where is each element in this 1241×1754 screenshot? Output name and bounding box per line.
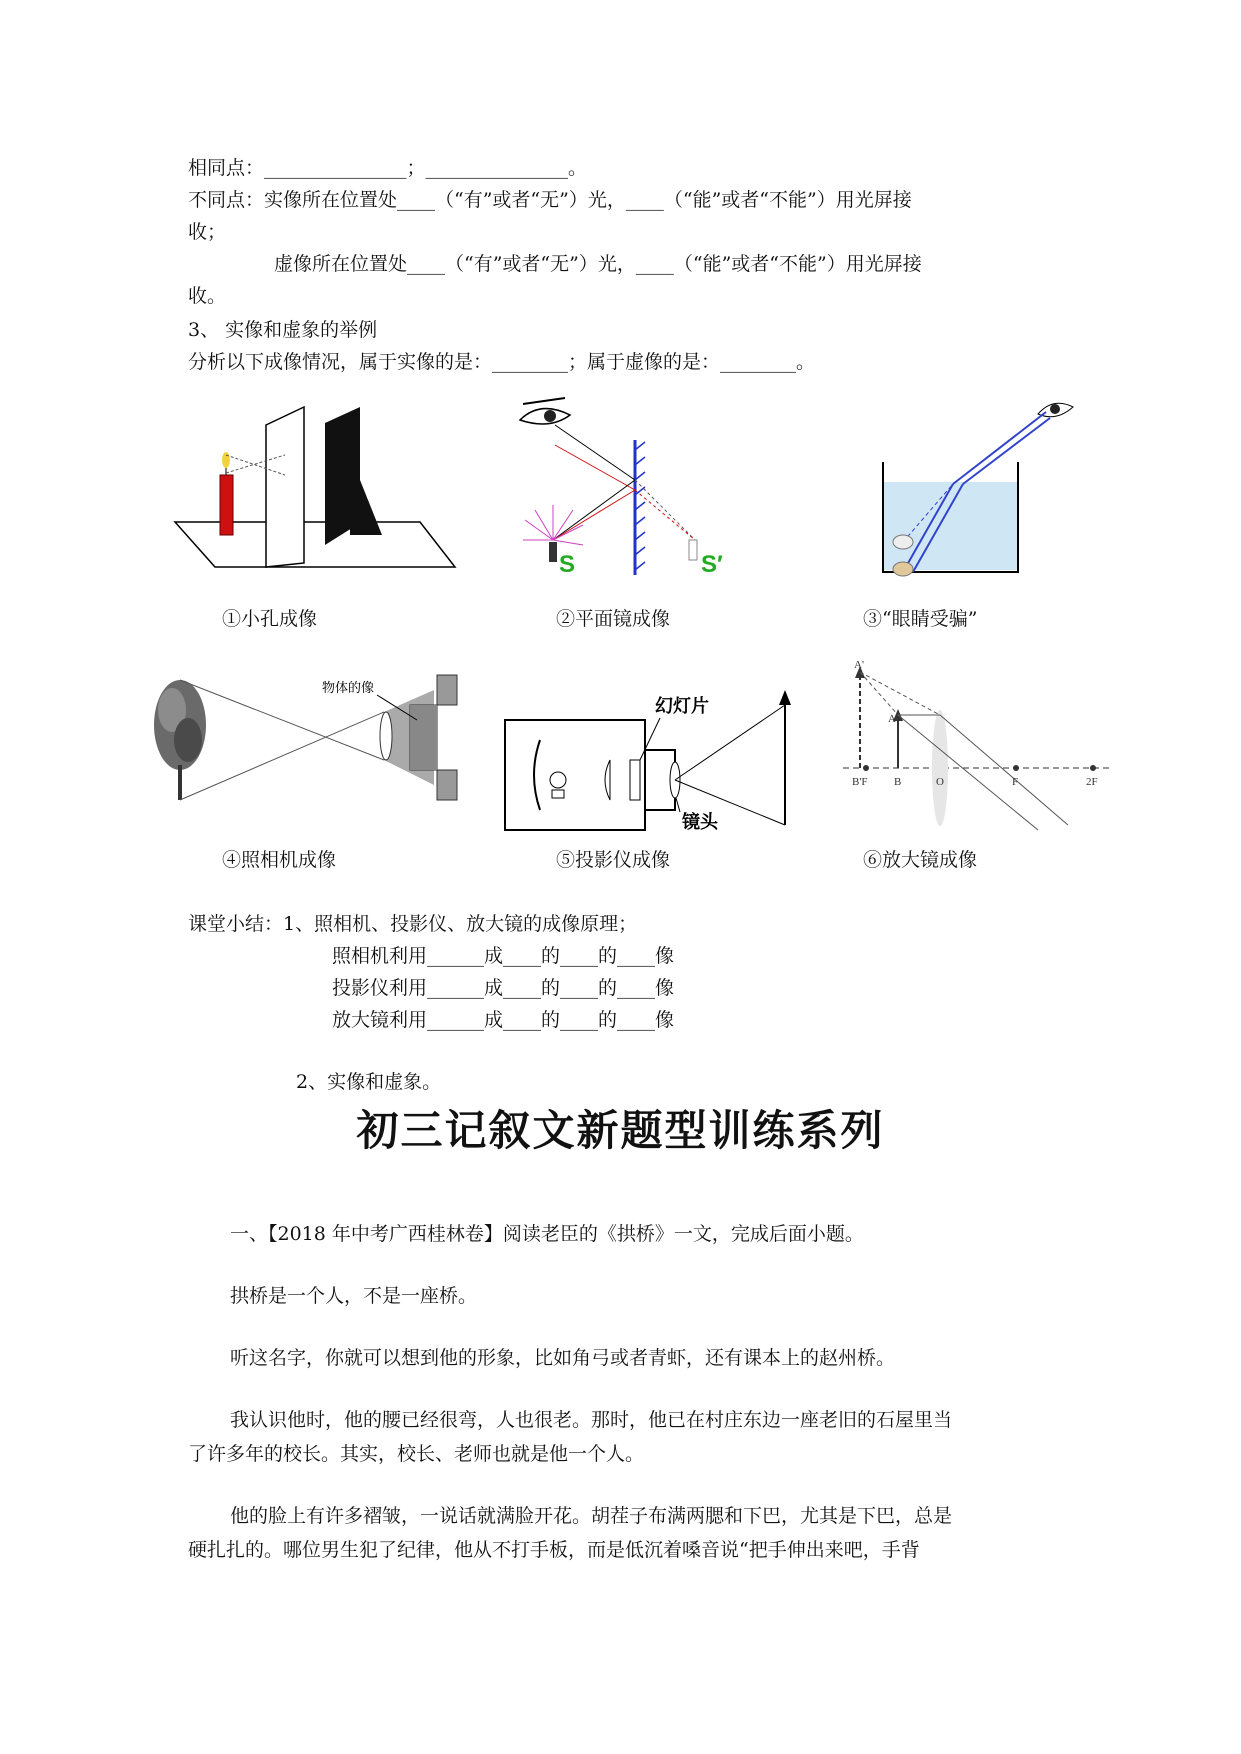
eye-pupil — [1050, 404, 1060, 414]
convex-lens — [932, 710, 948, 826]
image-arrowhead — [779, 690, 791, 705]
label-a-prime: A' — [854, 660, 864, 671]
eyebrow — [523, 398, 565, 404]
eye-pupil — [544, 410, 556, 422]
emergent-ray-1 — [953, 412, 1046, 484]
difference-line-virtual-end: 收。 — [188, 285, 227, 307]
tree-icon — [154, 680, 206, 800]
label-b: B — [894, 776, 902, 788]
real-stone — [893, 562, 913, 576]
reflected-ray-1 — [555, 425, 635, 480]
reflected-ray-2 — [555, 445, 635, 490]
virtual-ray-2 — [860, 672, 898, 715]
label-lens: 镜头 — [682, 812, 718, 832]
article-para-4-line-2: 硬扎扎的。哪位男生犯了纪律，他从不打手板，而是低沉着嗓音说“把手伸出来吧，手背 — [188, 1539, 920, 1561]
summary-projector: 投影仪利用______成____的____的____像 — [332, 977, 675, 999]
label-s: S — [559, 551, 576, 578]
camera-lens — [380, 712, 392, 760]
image-candle — [689, 540, 697, 560]
virtual-ray-1 — [635, 480, 695, 540]
caption-projector: ⑤投影仪成像 — [556, 849, 671, 871]
incident-ray-1 — [553, 480, 635, 540]
virtual-ray-1 — [860, 672, 940, 715]
caption-plane-mirror: ②平面镜成像 — [556, 608, 671, 630]
caption-eye-deceived: ③“眼睛受骗” — [863, 608, 978, 630]
caption-pinhole: ①小孔成像 — [222, 608, 318, 630]
label-a: A — [888, 713, 896, 725]
source-candle — [549, 542, 557, 562]
bulb-icon — [550, 772, 566, 788]
plane-mirror-figure — [515, 390, 795, 590]
ray-bottom — [180, 712, 384, 800]
label-o: O — [936, 776, 944, 788]
label-2f: 2F — [1086, 776, 1098, 788]
label-object-image: 物体的像 — [322, 680, 375, 695]
difference-line-real-end: 收； — [188, 221, 227, 243]
camera-box — [410, 705, 437, 770]
label-s-prime: S′ — [701, 551, 723, 578]
article-para-4-line-1: 他的脸上有许多褶皱，一说话就满脸开花。胡茬子布满两腮和下巴，尤其是下巴，总是 — [230, 1505, 953, 1527]
projector-box — [505, 720, 645, 830]
difference-line-virtual: 虚像所在位置处____（“有”或者“无”）光，____（“能”或者“不能”）用光屏接 — [274, 253, 922, 275]
summary-magnifier: 放大镜利用______成____的____的____像 — [332, 1009, 675, 1031]
difference-line-real: 不同点：实像所在位置处____（“有”或者“无”）光，____（“能”或者“不能”）用光屏接 — [188, 189, 912, 211]
summary-camera: 照相机利用______成____的____的____像 — [332, 945, 675, 967]
magnifier-figure — [838, 660, 1118, 840]
label-slide: 幻灯片 — [655, 696, 709, 716]
pinhole-board — [266, 407, 304, 567]
label-f: F — [1012, 776, 1019, 788]
lens-pointer — [676, 798, 680, 812]
section-heading-3: 3、 实像和虚象的举例 — [188, 319, 378, 341]
article-para-1: 拱桥是一个人，不是一座桥。 — [230, 1285, 478, 1307]
refracted-ray — [940, 715, 1068, 825]
double-focus — [1090, 765, 1096, 771]
article-title: 初三记叙文新题型训练系列 — [356, 1106, 885, 1155]
caption-camera: ④照相机成像 — [222, 849, 337, 871]
slide — [630, 760, 640, 800]
caption-magnifier: ⑥放大镜成像 — [863, 849, 978, 871]
focus-left — [863, 765, 869, 771]
table-surface — [175, 522, 455, 567]
emergent-ray-2 — [963, 418, 1050, 484]
label-b-prime-f: B'F — [852, 776, 868, 788]
refraction-figure — [868, 392, 1088, 592]
bulb-base — [552, 790, 564, 798]
candle-flame — [222, 452, 230, 468]
candle — [220, 475, 233, 535]
camera-figure — [152, 670, 472, 810]
similarity-line: 相同点：_______________；_______________。 — [188, 157, 588, 179]
summary-heading: 课堂小结：1、照相机、投影仪、放大镜的成像原理； — [188, 913, 638, 935]
article-para-3-line-2: 了许多年的校长。其实，校长、老师也就是他一个人。 — [188, 1443, 645, 1465]
pinhole-imaging-figure — [170, 395, 460, 590]
apparent-stone — [893, 535, 913, 549]
focus-right — [1013, 765, 1019, 771]
projector-figure — [500, 680, 810, 840]
article-intro: 一、【2018 年中考广西桂林卷】阅读老臣的《拱桥》一文，完成后面小题。 — [230, 1223, 864, 1245]
center-ray — [898, 715, 1038, 830]
ray-top — [675, 705, 785, 780]
incident-ray-2 — [553, 490, 635, 540]
water — [883, 482, 1018, 570]
summary-real-virtual: 2、实像和虚象。 — [296, 1071, 442, 1093]
analysis-question: 分析以下成像情况，属于实像的是：________；属于虚像的是：________。 — [188, 351, 816, 373]
article-para-3-line-1: 我认识他时，他的腰已经很弯，人也很老。那时，他已在村庄东边一座老旧的石屋里当 — [230, 1409, 953, 1431]
article-para-2: 听这名字，你就可以想到他的形象，比如角弓或者青虾，还有课本上的赵州桥。 — [230, 1347, 896, 1369]
